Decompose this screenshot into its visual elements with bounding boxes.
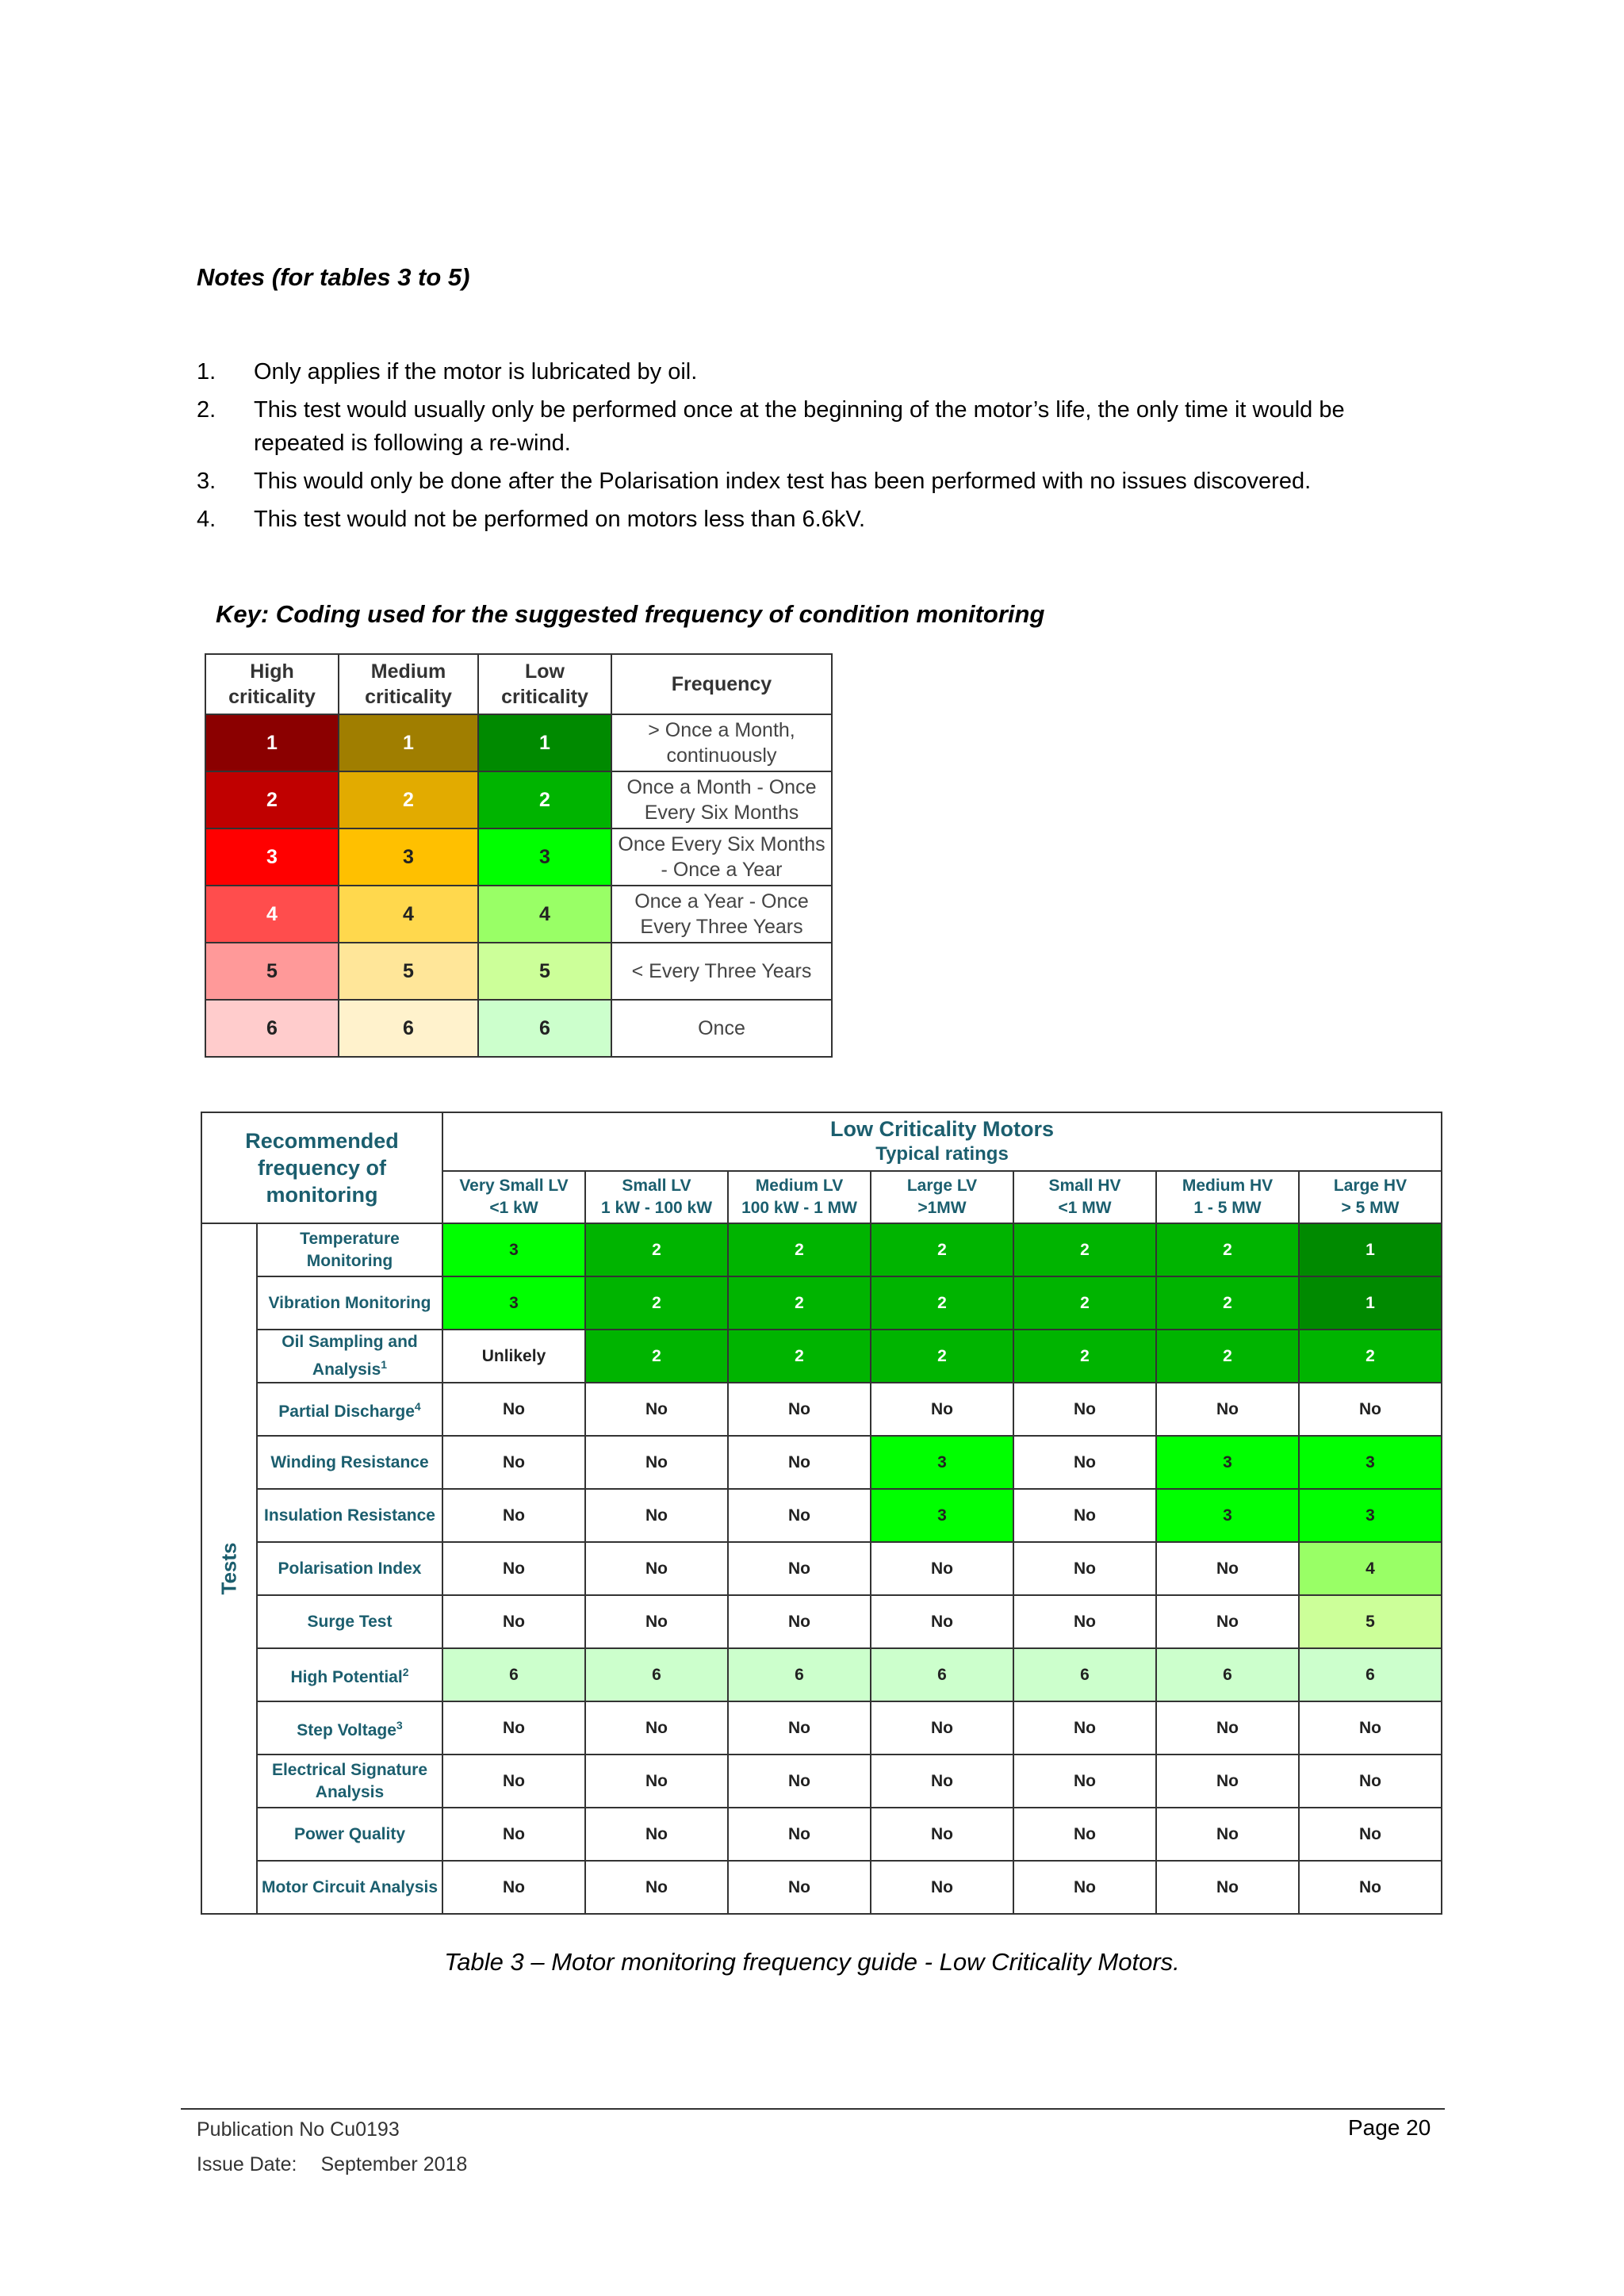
note-item [197,393,1434,460]
frequency-cell: No [1299,1383,1442,1436]
frequency-cell: No [1013,1542,1156,1595]
frequency-cell: 3 [871,1436,1013,1489]
frequency-cell: 2 [1156,1330,1299,1383]
column-range: >1MW [917,1199,967,1217]
test-name [257,1223,442,1276]
frequency-cell: No [442,1701,585,1755]
table-row [201,1330,1442,1383]
table-body [201,1223,1442,1914]
key-body [205,714,832,1057]
test-name-text: Step Voltage [297,1721,396,1739]
test-name [257,1595,442,1648]
frequency-cell: 2 [871,1223,1013,1276]
key-frequency: > Once a Month, continuously [611,714,832,771]
column-header [1299,1171,1442,1223]
table-row [201,1808,1442,1861]
footnote-ref: 1 [381,1358,388,1371]
frequency-cell: No [585,1542,728,1595]
table-row [201,1383,1442,1436]
test-name [257,1276,442,1330]
note-number: 4. [197,507,216,532]
frequency-cell: 2 [585,1330,728,1383]
note-number: 2. [197,397,216,423]
test-name-text: Partial Discharge [278,1402,415,1421]
frequency-cell: No [585,1436,728,1489]
column-header [585,1171,728,1223]
frequency-cell: 3 [871,1489,1013,1542]
column-name: Small HV [1048,1177,1121,1195]
table-corner-label: Recommended frequency of monitoring [201,1112,442,1223]
frequency-cell: No [1299,1701,1442,1755]
notes-list [197,355,1434,541]
frequency-cell: Unlikely [442,1330,585,1383]
frequency-cell: 2 [728,1330,871,1383]
table-group-title [442,1112,1442,1171]
frequency-cell: No [442,1436,585,1489]
key-header-low: Low criticality [478,654,611,714]
key-header-frequency: Frequency [611,654,832,714]
note-item [197,465,1434,498]
frequency-cell: 1 [1299,1276,1442,1330]
frequency-cell: 3 [1299,1489,1442,1542]
key-heading: Key: Coding used for the suggested frequency of condition monitoring [216,600,1045,628]
frequency-cell: No [871,1701,1013,1755]
frequency-cell: 3 [1156,1489,1299,1542]
column-range: 100 kW - 1 MW [741,1199,857,1217]
monitoring-table [201,1112,1442,1915]
test-name-text: Temperature Monitoring [300,1229,400,1270]
key-row [205,886,832,943]
table-row [201,1276,1442,1330]
column-header [871,1171,1013,1223]
frequency-cell: No [1156,1701,1299,1755]
key-code-medium: 4 [339,886,478,943]
frequency-cell: No [1156,1383,1299,1436]
test-name-text: Motor Circuit Analysis [261,1877,439,1896]
column-range: <1 MW [1058,1199,1112,1217]
issue-date: September 2018 [320,2153,468,2175]
frequency-cell: No [1013,1383,1156,1436]
test-name [257,1648,442,1701]
frequency-cell: No [585,1383,728,1436]
frequency-cell: 2 [1013,1330,1156,1383]
key-row [205,1000,832,1057]
test-name [257,1861,442,1914]
frequency-cell: 6 [1156,1648,1299,1701]
key-code-high: 5 [205,943,339,1000]
tests-label-text: Tests [216,1542,241,1595]
frequency-cell: No [1156,1861,1299,1914]
key-frequency: Once a Month - Once Every Six Months [611,771,832,828]
group-title-text: Low Criticality Motors [829,1117,1055,1141]
frequency-cell: No [1299,1808,1442,1861]
frequency-cell: No [871,1542,1013,1595]
frequency-cell: No [1013,1808,1156,1861]
key-code-medium: 3 [339,828,478,886]
test-name [257,1701,442,1755]
column-name: Medium LV [755,1177,844,1195]
key-code-medium: 6 [339,1000,478,1057]
frequency-cell: 2 [871,1276,1013,1330]
table-row [201,1595,1442,1648]
frequency-cell: 6 [585,1648,728,1701]
column-header [1013,1171,1156,1223]
footer-publication: Publication No Cu0193 [197,2118,400,2141]
key-code-low: 5 [478,943,611,1000]
test-name-text: Oil Sampling and Analysis [282,1333,418,1379]
key-code-high: 3 [205,828,339,886]
key-code-high: 6 [205,1000,339,1057]
frequency-cell: No [585,1489,728,1542]
test-name-text: Power Quality [293,1824,406,1843]
frequency-cell: No [728,1755,871,1808]
page-number: Page 20 [1348,2115,1431,2140]
note-text: Only applies if the motor is lubricated by oil. [254,359,698,385]
note-item [197,503,1434,536]
key-code-high: 4 [205,886,339,943]
column-header [1156,1171,1299,1223]
table-row [201,1542,1442,1595]
frequency-cell: 2 [1299,1330,1442,1383]
column-range: > 5 MW [1341,1199,1400,1217]
key-code-low: 2 [478,771,611,828]
column-name: Large HV [1333,1177,1408,1195]
key-row [205,943,832,1000]
column-range: <1 kW [489,1199,538,1217]
footer-divider [181,2108,1445,2110]
key-code-low: 3 [478,828,611,886]
table-row [201,1223,1442,1276]
frequency-cell: No [728,1383,871,1436]
test-name-text: Surge Test [307,1612,393,1631]
test-name [257,1542,442,1595]
frequency-cell: No [442,1808,585,1861]
frequency-cell: No [728,1542,871,1595]
key-code-medium: 1 [339,714,478,771]
frequency-cell: No [1013,1595,1156,1648]
frequency-cell: 2 [1013,1223,1156,1276]
key-header-medium: Medium criticality [339,654,478,714]
note-text: This test would usually only be performed once at the beginning of the motor’s life, the only time it would be repeated is following a re-wind. [254,397,1345,456]
frequency-cell: No [442,1542,585,1595]
frequency-cell: 6 [442,1648,585,1701]
key-code-low: 1 [478,714,611,771]
frequency-cell: 3 [442,1223,585,1276]
notes-heading: Notes (for tables 3 to 5) [197,263,470,291]
frequency-cell: No [1299,1861,1442,1914]
test-name [257,1436,442,1489]
frequency-cell: 2 [585,1276,728,1330]
frequency-cell: 2 [1156,1223,1299,1276]
key-row [205,714,832,771]
frequency-cell: 4 [1299,1542,1442,1595]
footer-issue [197,2153,467,2176]
table-row [201,1701,1442,1755]
frequency-cell: No [1156,1595,1299,1648]
frequency-cell: No [442,1383,585,1436]
table-row [201,1648,1442,1701]
test-name-text: Polarisation Index [278,1559,422,1578]
footnote-ref: 3 [396,1719,403,1732]
key-frequency: Once [611,1000,832,1057]
frequency-cell: No [585,1755,728,1808]
frequency-cell: No [1156,1808,1299,1861]
frequency-cell: 5 [1299,1595,1442,1648]
test-name-text: Electrical Signature Analysis [271,1760,428,1801]
frequency-cell: No [1013,1701,1156,1755]
column-header [728,1171,871,1223]
frequency-cell: No [1156,1755,1299,1808]
frequency-cell: 6 [728,1648,871,1701]
frequency-cell: No [442,1861,585,1914]
frequency-cell: 2 [871,1330,1013,1383]
table-caption: Table 3 – Motor monitoring frequency guide - Low Criticality Motors. [444,1948,1180,1976]
frequency-cell: No [871,1808,1013,1861]
frequency-cell: No [1156,1542,1299,1595]
frequency-cell: No [728,1489,871,1542]
test-name [257,1755,442,1808]
frequency-cell: 6 [1299,1648,1442,1701]
key-frequency: < Every Three Years [611,943,832,1000]
key-code-low: 6 [478,1000,611,1057]
frequency-cell: No [1013,1436,1156,1489]
footnote-ref: 2 [402,1666,409,1678]
frequency-cell: 2 [1156,1276,1299,1330]
test-name-text: Vibration Monitoring [268,1293,431,1312]
footnote-ref: 4 [414,1400,421,1413]
frequency-cell: 3 [1156,1436,1299,1489]
issue-label: Issue Date: [197,2153,297,2175]
frequency-cell: No [1013,1489,1156,1542]
frequency-cell: 6 [1013,1648,1156,1701]
frequency-cell: 2 [728,1223,871,1276]
frequency-cell: No [728,1861,871,1914]
key-code-medium: 2 [339,771,478,828]
key-code-high: 2 [205,771,339,828]
test-name [257,1489,442,1542]
key-code-medium: 5 [339,943,478,1000]
frequency-cell: No [871,1595,1013,1648]
group-subtitle-text: Typical ratings [875,1143,1009,1165]
frequency-cell: No [585,1701,728,1755]
key-code-low: 4 [478,886,611,943]
column-name: Large LV [906,1177,978,1195]
frequency-cell: No [442,1755,585,1808]
column-range: 1 - 5 MW [1193,1199,1262,1217]
frequency-cell: 1 [1299,1223,1442,1276]
test-name-text: Insulation Resistance [264,1506,435,1525]
frequency-cell: 2 [1013,1276,1156,1330]
frequency-cell: 6 [871,1648,1013,1701]
key-table [205,653,833,1058]
frequency-cell: 3 [1299,1436,1442,1489]
key-row [205,771,832,828]
key-frequency: Once Every Six Months - Once a Year [611,828,832,886]
note-text: This would only be done after the Polarisation index test has been performed with no issues discovered. [254,469,1312,494]
frequency-cell: No [585,1808,728,1861]
frequency-cell: No [871,1383,1013,1436]
test-name-text: Winding Resistance [270,1452,429,1471]
frequency-cell: No [1013,1755,1156,1808]
table-row [201,1755,1442,1808]
note-text: This test would not be performed on motors less than 6.6kV. [254,507,866,532]
frequency-cell: 3 [442,1276,585,1330]
column-name: Small LV [622,1177,691,1195]
key-code-high: 1 [205,714,339,771]
key-header-high: High criticality [205,654,339,714]
test-name-text: High Potential [290,1668,403,1686]
column-name: Medium HV [1182,1177,1274,1195]
column-range: 1 kW - 100 kW [600,1199,713,1217]
frequency-cell: No [728,1436,871,1489]
key-frequency: Once a Year - Once Every Three Years [611,886,832,943]
test-name [257,1383,442,1436]
frequency-cell: No [871,1861,1013,1914]
frequency-cell: No [585,1595,728,1648]
frequency-cell: No [871,1755,1013,1808]
frequency-cell: No [442,1489,585,1542]
key-row [205,828,832,886]
frequency-cell: No [585,1861,728,1914]
column-header [442,1171,585,1223]
table-row [201,1489,1442,1542]
frequency-cell: 2 [585,1223,728,1276]
frequency-cell: 2 [728,1276,871,1330]
note-number: 3. [197,469,216,494]
column-name: Very Small LV [459,1177,569,1195]
frequency-cell: No [1299,1755,1442,1808]
test-name [257,1808,442,1861]
table-row [201,1436,1442,1489]
frequency-cell: No [728,1808,871,1861]
frequency-cell: No [442,1595,585,1648]
frequency-cell: No [1013,1861,1156,1914]
note-number: 1. [197,359,216,385]
tests-label [201,1223,257,1914]
frequency-cell: No [728,1701,871,1755]
table-row [201,1861,1442,1914]
frequency-cell: No [728,1595,871,1648]
test-name [257,1330,442,1383]
note-item [197,355,1434,388]
